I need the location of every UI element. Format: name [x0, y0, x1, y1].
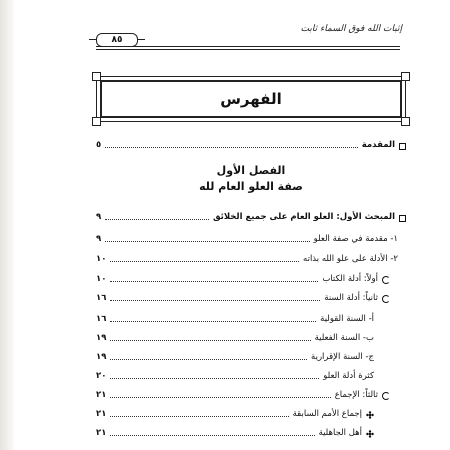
toc-entry — [96, 369, 406, 381]
toc-entry-page: ٢٠ — [96, 371, 107, 381]
toc-entry-label: ٢- الأدلة على علو الله بذاته — [303, 254, 398, 264]
toc-entry-page: ٥ — [96, 140, 102, 150]
square-icon — [399, 143, 406, 150]
square-icon — [399, 215, 406, 222]
circle-icon — [382, 295, 390, 303]
frame-corner-ornament — [92, 72, 101, 81]
toc-entry — [96, 388, 406, 400]
toc-entry-label: إجماع الأمم السابقة — [292, 409, 362, 419]
page-gutter-shadow — [0, 0, 14, 450]
circle-icon — [382, 276, 390, 284]
frame-corner-ornament — [401, 72, 410, 81]
toc-entry — [96, 232, 406, 244]
toc-entry-page: ١٩ — [96, 333, 107, 343]
toc-entry-label: المقدمة — [361, 140, 395, 150]
dot-leader — [105, 146, 358, 148]
toc-entry — [96, 272, 406, 284]
toc-entry-label: ثالثاً: الإجماع — [334, 390, 378, 400]
title-frame-inner — [100, 80, 402, 118]
flower-icon — [366, 430, 374, 438]
toc-entry-page: ٩ — [96, 212, 102, 222]
toc-entry — [96, 210, 406, 222]
dot-leader — [110, 260, 299, 262]
toc-entry-label: أهل الجاهلية — [318, 428, 362, 438]
toc-entry — [96, 291, 406, 303]
toc-entry-page: ١٦ — [96, 314, 107, 324]
toc-entry — [96, 312, 406, 324]
toc-entry-page: ٩ — [96, 234, 102, 244]
dot-leader — [110, 377, 319, 379]
dot-leader — [110, 339, 310, 341]
toc-entry-page: ١٦ — [96, 293, 107, 303]
toc-entry-label: كثرة أدلة العلو — [323, 371, 374, 381]
header-double-rule — [96, 46, 400, 50]
toc-entry — [96, 331, 406, 343]
toc-entry — [96, 350, 406, 362]
dot-leader — [105, 240, 309, 242]
circle-icon — [382, 392, 390, 400]
toc-entry-intro — [96, 138, 406, 150]
toc-entry-label: ثانياً: أدلة السنة — [324, 293, 378, 303]
toc-entry-page: ٢١ — [96, 390, 107, 400]
toc-entry — [96, 426, 406, 438]
running-head: إثبات الله فوق السماء ثابت — [300, 24, 402, 34]
dot-leader — [105, 218, 209, 220]
toc-entry-label: أولاً: أدلة الكتاب — [322, 274, 378, 284]
page-number-ornament — [96, 33, 138, 47]
title-frame — [96, 76, 406, 122]
dot-leader — [110, 280, 318, 282]
page-title: الفهرس — [220, 90, 282, 108]
toc-entry-label: ج- السنة الإقرارية — [311, 352, 374, 362]
toc-entry-label: ب- السنة الفعلية — [314, 333, 374, 343]
toc-entry-page: ٢١ — [96, 428, 107, 438]
dot-leader — [110, 358, 307, 360]
toc-entry-page: ١٩ — [96, 352, 107, 362]
toc-entry-label: المبحث الأول: العلو العام على جميع الخلائق — [213, 212, 395, 222]
toc-entry-page: ٢١ — [96, 409, 107, 419]
toc-entry — [96, 407, 406, 419]
dot-leader — [110, 434, 314, 436]
toc-entry — [96, 252, 406, 264]
page-number: ٨٥ — [111, 35, 123, 45]
chapter-heading: الفصل الأول — [216, 164, 286, 177]
toc-entry-label: ١- مقدمة في صفة العلو — [313, 234, 398, 244]
dot-leader — [110, 320, 316, 322]
chapter-subheading: صفة العلو العام لله — [199, 180, 303, 193]
flower-icon — [366, 411, 374, 419]
frame-corner-ornament — [401, 117, 410, 126]
frame-corner-ornament — [92, 117, 101, 126]
dot-leader — [110, 299, 320, 301]
toc-entry-page: ١٠ — [96, 274, 107, 284]
dot-leader — [110, 396, 330, 398]
toc-entry-page: ١٠ — [96, 254, 107, 264]
dot-leader — [110, 415, 288, 417]
toc-entry-label: أ- السنة القولية — [320, 314, 374, 324]
